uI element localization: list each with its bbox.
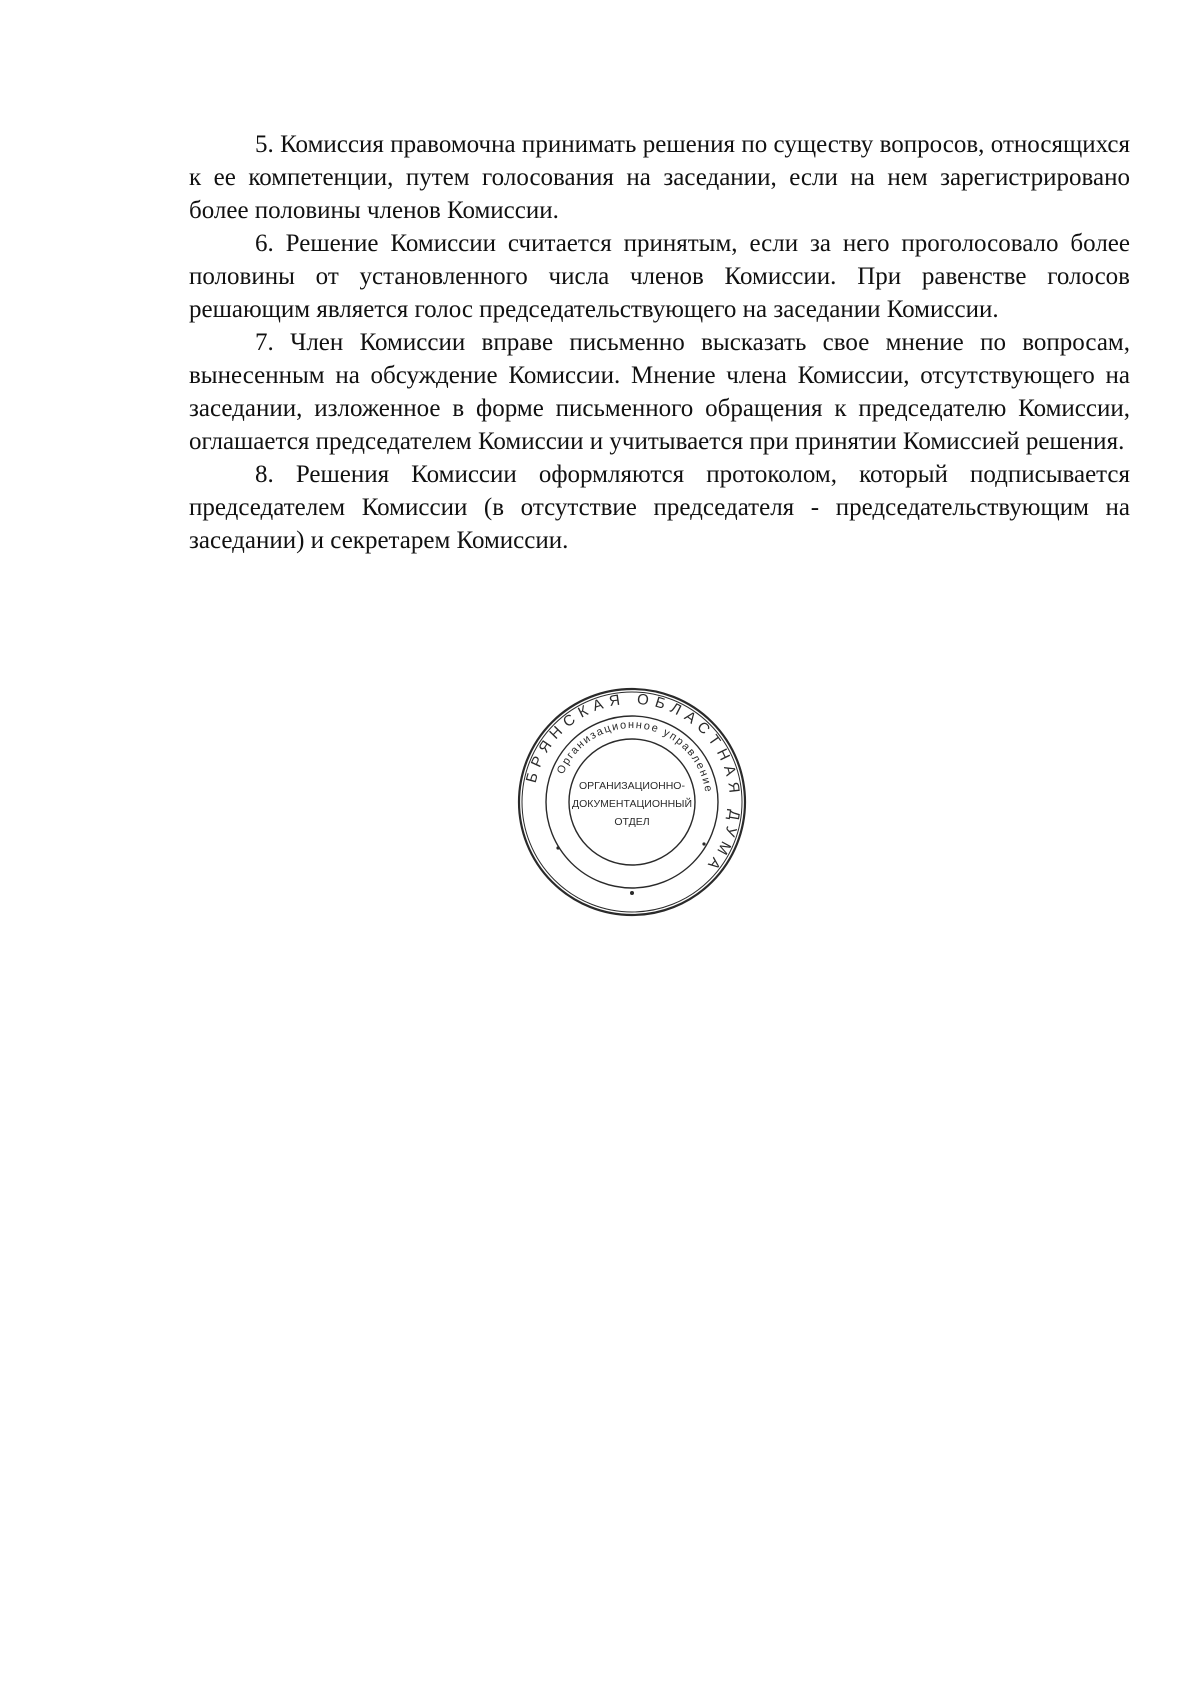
stamp-center-line-2: ДОКУМЕНТАЦИОННЫЙ <box>571 798 693 810</box>
stamp-dot-bottom <box>630 891 634 895</box>
stamp-seal-icon <box>516 686 748 918</box>
paragraph-5: 5. Комиссия правомочна принимать решения по существу вопросов, относящихся к ее компетенции, путем голосования на заседании, если на нем зарегистрировано более половины членов Комиссии. <box>189 131 1130 224</box>
document-body <box>189 128 1130 557</box>
paragraph-7: 7. Член Комиссии вправе письменно высказать свое мнение по вопросам, вынесенным на обсуждение Комиссии. Мнение члена Комиссии, отсутствующего на заседании, изложенное в форме письменного обращения к председателю Комиссии, оглашается председателем Комиссии и учитывается при принятии Комиссией решения. <box>189 329 1130 455</box>
paragraph-8: 8. Решения Комиссии оформляются протоколом, который подписывается председателем Комиссии (в отсутствие председателя - председательствующим на заседании) и секретарем Комиссии. <box>189 461 1130 554</box>
paragraph-6: 6. Решение Комиссии считается принятым, если за него проголосовало более половины от установленного числа членов Комиссии. При равенстве голосов решающим является голос председательствующего на заседании Комиссии. <box>189 230 1130 323</box>
stamp-outer-text: БРЯНСКАЯ ОБЛАСТНАЯ ДУМА <box>522 690 744 878</box>
stamp-dot-right <box>702 842 705 845</box>
stamp-center-line-1: ОРГАНИЗАЦИОННО- <box>579 780 685 792</box>
stamp-dot-left <box>556 846 559 849</box>
official-stamp <box>516 686 748 918</box>
stamp-center-line-3: ОТДЕЛ <box>614 816 650 828</box>
stamp-inner-text: Организационное управление <box>554 718 715 795</box>
